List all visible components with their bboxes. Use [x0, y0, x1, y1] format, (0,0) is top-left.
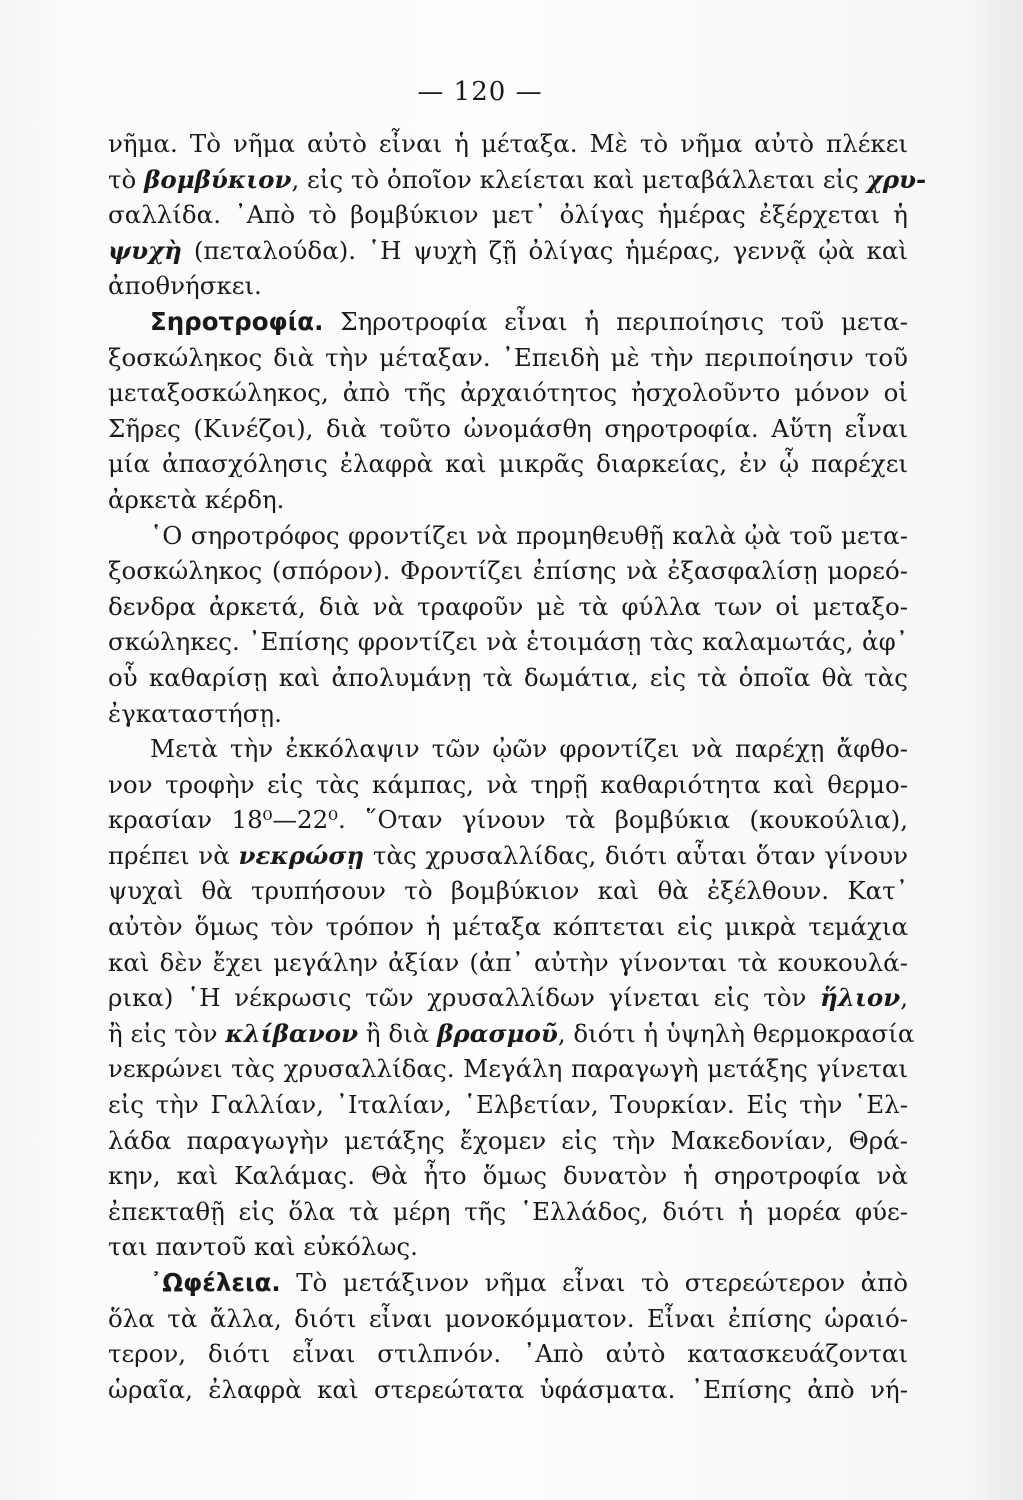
text-line: νον τροφὴν εἰς τὰς κάμπας, νὰ τηρῇ καθαριότητα καὶ θερμο-: [108, 769, 908, 799]
emphasis-term: ἥλιον: [820, 983, 901, 1013]
page-number: — 120 —: [417, 77, 543, 107]
text-line: λάδα παραγωγὴν μετάξης ἔχομεν εἰς τὴν Μακεδονίαν, Θρά-: [108, 1125, 908, 1155]
emphasis-term: κλίβανον: [225, 1018, 359, 1048]
text-line: νῆμα. Τὸ νῆμα αὐτὸ εἶναι ἡ μέταξα. Μὲ τὸ νῆμα αὐτὸ πλέκει: [108, 129, 908, 158]
emphasis-term: βρασμοῦ: [437, 1018, 558, 1048]
text-line: εἰς τὴν Γαλλίαν, ᾿Ιταλίαν, ῾Ελβετίαν, Τουρκίαν. Εἰς τὴν ῾Ελ-: [108, 1090, 908, 1120]
text-line: ῾Ο σηροτρόφος φροντίζει νὰ προμηθευθῇ καλὰ ᾠὰ τοῦ μετα-: [150, 520, 908, 550]
text-line: καὶ δὲν ἔχει μεγάλην ἀξίαν (ἀπ᾿ αὐτὴν γίνονται τὰ κουκουλά-: [108, 947, 908, 977]
text-line: ψυχαὶ θὰ τρυπήσουν τὸ βομβύκιον καὶ θὰ ἐξέλθουν. Κατ᾿: [108, 876, 908, 906]
section-heading-serotrofia: Σηροτροφία.: [150, 306, 324, 336]
text-line: μεταξοσκώληκος, ἀπὸ τῆς ἀρχαιότητος ἠσχολοῦντο μόνον οἱ: [108, 378, 908, 408]
emphasis-term: βομβύκιον: [144, 164, 292, 194]
emphasis-term: χρυ-: [866, 164, 927, 194]
text-line: ὅλα τὰ ἄλλα, διότι εἶναι μονοκόμματον. Εἶναι ἐπίσης ὡραιό-: [108, 1303, 908, 1333]
section-first-line: Σηροτροφία. Σηροτροφία εἶναι ἡ περιποίησις τοῦ μετα-: [150, 306, 908, 336]
emphasis-term: ψυχὴ: [108, 235, 182, 265]
text-line: ξοσκώληκος διὰ τὴν μέταξαν. ᾿Επειδὴ μὲ τὴν περιποίησιν τοῦ: [108, 342, 908, 372]
text-line: ψυχὴ (πεταλούδα). ῾Η ψυχὴ ζῇ ὀλίγας ἡμέρας, γεννᾷ ᾠὰ καὶ: [108, 235, 908, 265]
text-line: δενδρα ἀρκετά, διὰ νὰ τραφοῦν μὲ τὰ φύλλα των οἱ μεταξο-: [108, 591, 908, 621]
emphasis-term: νεκρώσῃ: [238, 840, 365, 870]
text-line: πρέπει νὰ νεκρώσῃ τὰς χρυσαλλίδας, διότι αὗται ὅταν γίνουν: [108, 840, 908, 870]
text-line: τὸ βομβύκιον, εἰς τὸ ὁποῖον κλείεται καὶ μεταβάλλεται εἰς χρυ-: [108, 164, 927, 194]
text-line: ξοσκώληκος (σπόρον). Φροντίζει ἐπίσης νὰ ἐξασφαλίσῃ μορεό-: [108, 556, 908, 586]
section-heading-ofeleia: ᾿Ωφέλεια.: [150, 1268, 281, 1297]
text-line: ἐπεκταθῇ εἰς ὅλα τὰ μέρη τῆς ῾Ελλάδος, διότι ἡ μορέα φύε-: [108, 1196, 908, 1226]
text-line: ἢ εἰς τὸν κλίβανον ἢ διὰ βρασμοῦ, διότι ἡ ὑψηλὴ θερμοκρασία: [108, 1018, 915, 1048]
text-line: ρικα) ῾Η νέκρωσις τῶν χρυσαλλίδων γίνεται εἰς τὸν ἥλιον,: [108, 983, 908, 1013]
text-line: κρασίαν 18⁰—22⁰. ῞Οταν γίνουν τὰ βομβύκια (κουκούλια),: [108, 805, 908, 835]
text-line: τερον, διότι εἶναι στιλπνόν. ᾿Απὸ αὐτὸ κατασκευάζονται: [108, 1339, 908, 1369]
text-line: σαλλίδα. ᾿Απὸ τὸ βομβύκιον μετ᾿ ὀλίγας ἡμέρας ἐξέρχεται ἡ: [108, 200, 908, 230]
text-line: ἀρκετὰ κέρδη.: [108, 484, 285, 514]
text-line: σκώληκες. ᾿Επίσης φροντίζει νὰ ἑτοιμάσῃ τὰς καλαμωτάς, ἀφ᾿: [108, 627, 908, 657]
text-line: ἐγκαταστήσῃ.: [108, 698, 282, 728]
text-line: μία ἀπασχόλησις ἐλαφρὰ καὶ μικρᾶς διαρκείας, ἐν ᾧ παρέχει: [108, 449, 908, 479]
text-line: αὐτὸν ὅμως τὸν τρόπον ἡ μέταξα κόπτεται εἰς μικρὰ τεμάχια: [108, 912, 908, 942]
text-line: ται παντοῦ καὶ εὐκόλως.: [108, 1232, 418, 1262]
text-line: Σῆρες (Κινέζοι), διὰ τοῦτο ὠνομάσθη σηροτροφία. Αὕτη εἶναι: [108, 413, 908, 443]
text-line: κην, καὶ Καλάμας. Θὰ ἦτο ὅμως δυνατὸν ἡ σηροτροφία νὰ: [108, 1161, 908, 1191]
text-line: νεκρώνει τὰς χρυσαλλίδας. Μεγάλη παραγωγὴ μετάξης γίνεται: [108, 1054, 908, 1084]
text-line: Μετὰ τὴν ἐκκόλαψιν τῶν ᾠῶν φροντίζει νὰ παρέχῃ ἄφθο-: [150, 734, 908, 764]
section-first-line: ᾿Ωφέλεια. Τὸ μετάξινον νῆμα εἶναι τὸ στερεώτερον ἀπὸ: [150, 1268, 908, 1297]
text-line: ὡραῖα, ἐλαφρὰ καὶ στερεώτατα ὑφάσματα. ᾿Επίσης ἀπὸ νή-: [108, 1374, 908, 1404]
text-line: οὗ καθαρίσῃ καὶ ἀπολυμάνῃ τὰ δωμάτια, εἰς τὰ ὁποῖα θὰ τὰς: [108, 662, 908, 692]
body-text: [108, 126, 927, 1407]
text-line: ἀποθνήσκει.: [108, 271, 262, 301]
